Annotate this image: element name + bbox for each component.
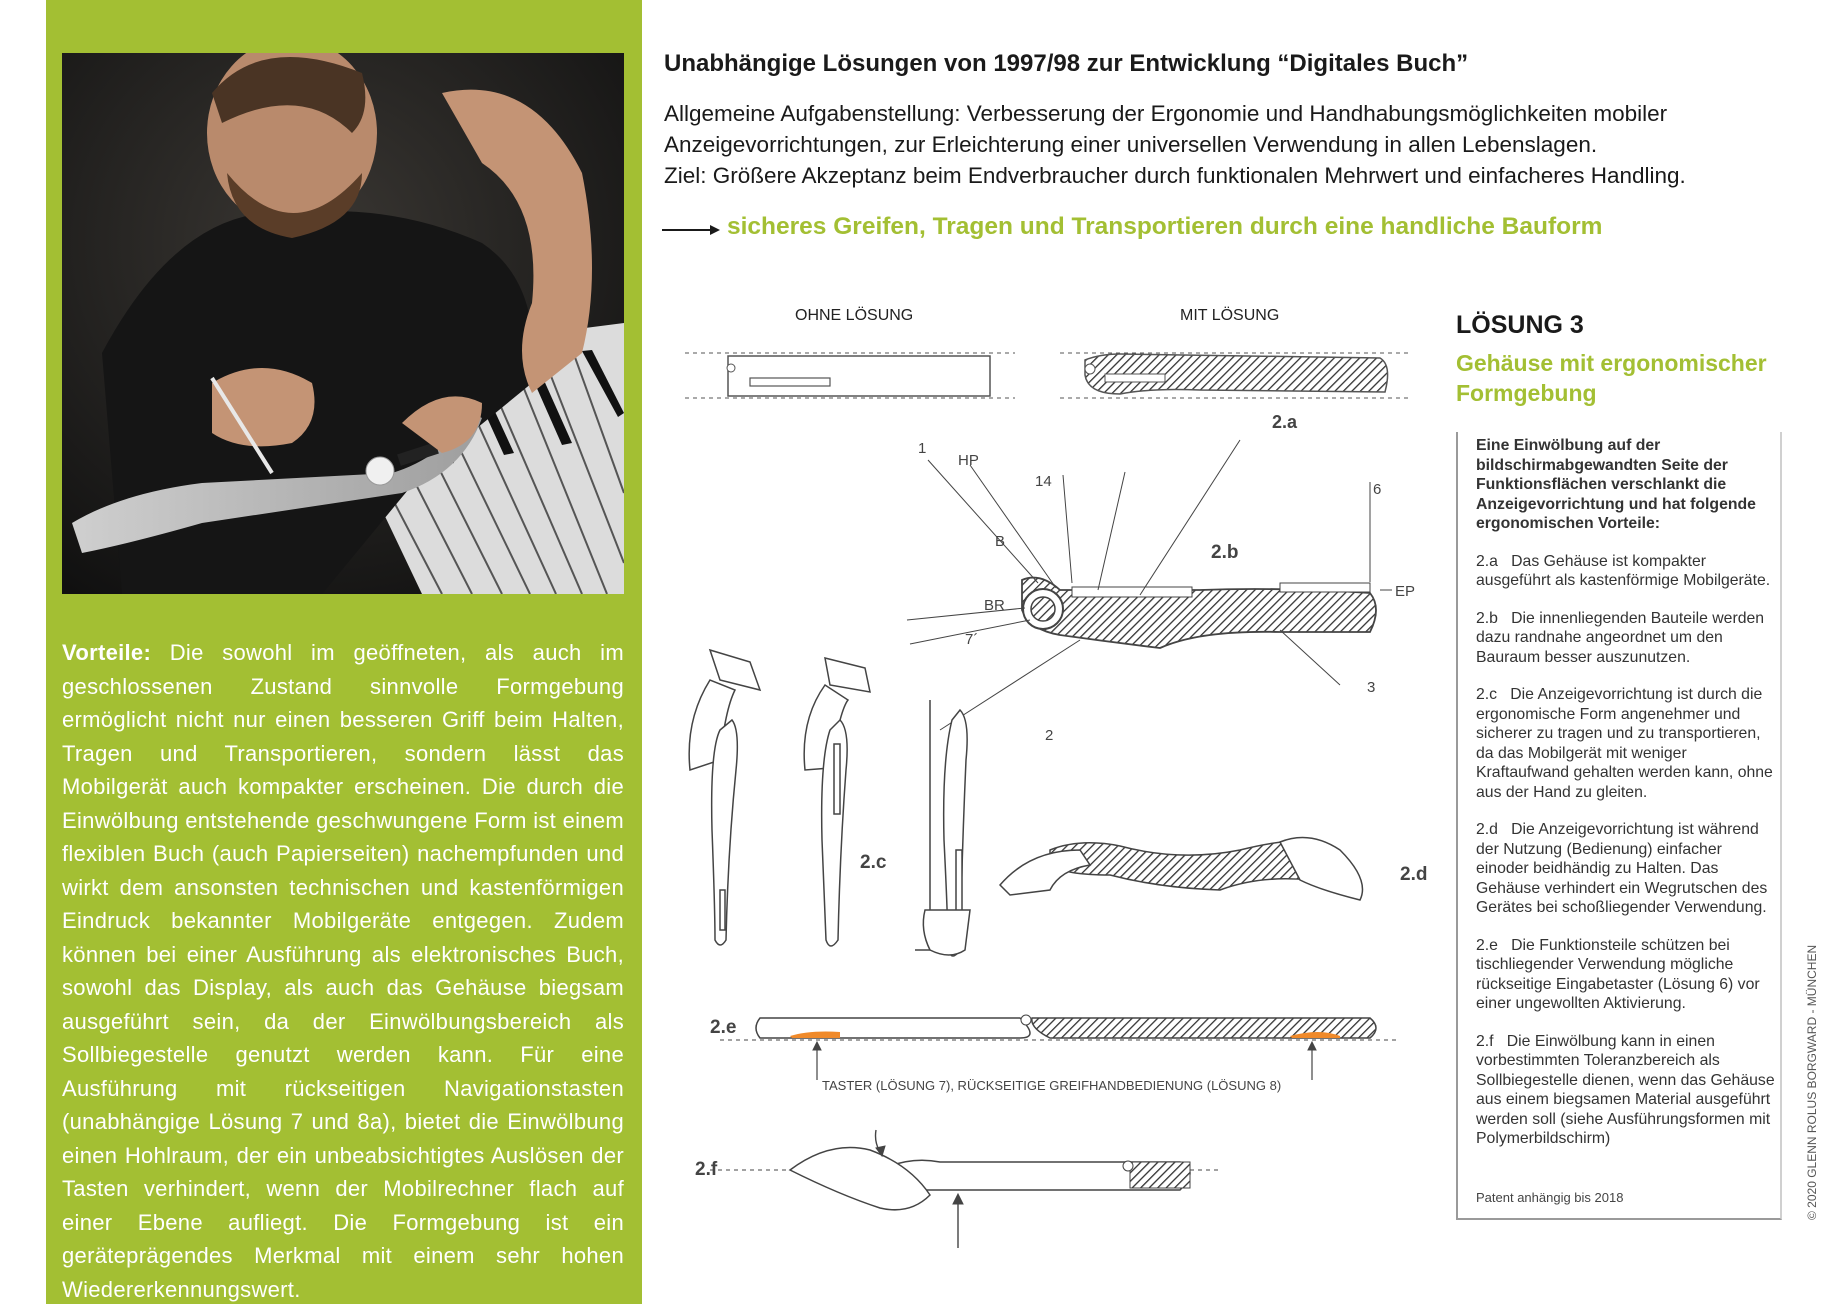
ref-6: 6 [1373,481,1382,498]
solution-description [1476,436,1776,1167]
intro-text [664,98,1804,191]
drawing-2e [720,1015,1400,1080]
label-ohne-loesung: OHNE LÖSUNG [795,307,914,324]
intro-line-3: Ziel: Größere Akzeptanz beim Endverbraucher durch funktionalen Mehrwert und einfacheres Handling. [664,163,1686,188]
solution-subtitle [1456,348,1796,408]
solution-description-box [1456,432,1782,1220]
solution-subtitle-line-1: Gehäuse mit ergonomischer [1456,350,1767,376]
vorteile-label: Vorteile: [62,640,152,665]
solution-title: LÖSUNG 3 [1456,311,1584,339]
drawing-2f [710,1130,1220,1248]
ref-b: B [995,533,1006,550]
solution-intro: Eine Einwölbung auf der bildschirmabgewandten Seite der Funktionsflächen verschlankt die Anzeigevorrichtung und hat folgende ergonomischen Vorteile: [1476,437,1756,532]
label-mit-loesung: MIT LÖSUNG [1180,307,1280,324]
fig-label-2a: 2.a [1272,412,1298,432]
ref-14: 14 [1035,473,1052,490]
list-item [1476,609,1776,668]
item-text: Die Anzeigevorrichtung ist durch die ergonomische Form angenehmer und sicherer zu tragen und zu transportieren, da das Mobilgerät mit weniger Kraftaufwand gehalten werden kann, ohne aus der Hand zu gleiten. [1476,686,1773,801]
page-title: Unabhängige Lösungen von 1997/98 zur Entwicklung “Digitales Buch” [664,50,1469,77]
item-id: 2.a [1476,552,1498,570]
item-text: Die innenliegenden Bauteile werden dazu randnahe angeordnet um den Bauraum besser auszunutzen. [1476,609,1765,666]
solution-subtitle-line-2: Formgebung [1456,380,1597,406]
intro-line-1: Allgemeine Aufgabenstellung: Verbesserung der Ergonomie und Handhabungsmöglichkeiten mobiler [664,101,1668,126]
item-text: Die Einwölbung kann in einen vorbestimmten Toleranzbereich als Sollbiegestelle dienen, wenn das Gehäuse aus einem biegsamen Material ausgeführt werden soll (siehe Ausführungsformen mit Polymerbildschirm) [1476,1032,1775,1147]
arrow-right-icon [662,218,722,242]
list-item [1476,552,1776,591]
highlight-statement: sicheres Greifen, Tragen und Transportieren durch eine handliche Bauform [727,213,1603,240]
taster-caption: TASTER (LÖSUNG 7), RÜCKSEITIGE GREIFHANDBEDIENUNG (LÖSUNG 8) [822,1078,1282,1093]
drawing-2b [907,440,1392,730]
list-item [1476,820,1776,918]
item-text: Die Funktionsteile schützen bei tischliegender Verwendung mögliche rückseitige Eingabetaster (Lösung 6) vor einer ungewollten Aktivierung. [1476,936,1760,1012]
drawing-2c [689,650,970,956]
ref-hp: HP [958,452,979,469]
photo-man-with-device [62,53,624,594]
fig-label-2f: 2.f [695,1159,718,1180]
photo-illustration [62,53,624,594]
list-item [1476,1032,1776,1149]
technical-drawings [680,290,1440,1250]
fig-label-2d: 2.d [1400,864,1428,885]
drawing-2d [1000,838,1363,901]
item-id: 2.d [1476,821,1498,838]
ref-ep: EP [1395,583,1416,600]
ref-1: 1 [918,440,927,457]
fig-label-2b: 2.b [1211,542,1239,563]
drawing-2a-mit [1060,353,1410,398]
patent-note: Patent anhängig bis 2018 [1476,1190,1624,1205]
ref-7: 7´ [965,631,979,648]
ref-2: 2 [1045,727,1054,744]
ref-br: BR [984,597,1005,614]
item-text: Die Anzeigevorrichtung ist während der Nutzung (Bedienung) einfacher einoder beidhändig zu Halten. Das Gehäuse verhindert ein Wegrutschen des Gerätes bei schoßliegender Verwendung. [1476,821,1768,916]
copyright-notice: © 2020 GLENN ROLUS BORGWARD - MÜNCHEN [1805,944,1819,1220]
item-id: 2.e [1476,936,1498,954]
intro-line-2: Anzeigevorrichtungen, zur Erleichterung einer universellen Verwendung in allen Lebenslagen. [664,132,1598,157]
item-text: Das Gehäuse ist kompakter ausgeführt als kastenförmige Mobilgeräte. [1476,552,1771,589]
fig-label-2e: 2.e [710,1017,737,1038]
vorteile-text: Die sowohl im geöffneten, als auch im geschlossenen Zustand sinnvolle Formgebung ermöglicht nicht nur einen besseren Griff beim Halten, Tragen und Transportieren, sondern lässt das Mobilgerät auch kompakter erscheinen. Die durch die Einwölbung entstehende geschwungene Form ist einem flexiblen Buch (auch Papierseiten) nachempfunden und wirkt dem ansonsten technischen und kastenförmigen Eindruck bekannter Mobilgeräte entgegen. Zudem können bei einer Ausführung als elektronisches Buch, sowohl das Display, als auch das Gehäuse biegsam ausgeführt sein, da der Einwölbungsbereich als Sollbiegestelle genutzt werden kann. Für eine Ausführung mit rückseitigen Navigationstasten (unabhängige Lösung 7 und 8a), bietet die Einwölbung einen Hohlraum, der ein unbeabsichtigtes Auslösen der Tasten verhindert, wenn der Mobilrechner flach auf einer Ebene aufliegt. Die Formgebung ist ein geräteprägendes Merkmal mit einem sehr hohen Wiedererkennungswert. [62,640,624,1302]
drawing-2a-ohne [685,353,1015,398]
item-id: 2.c [1476,686,1498,703]
list-item [1476,685,1776,802]
list-item [1476,936,1776,1014]
item-id: 2.f [1476,1032,1494,1050]
fig-label-2c: 2.c [860,852,887,873]
vorteile-paragraph [62,636,624,1306]
ref-3: 3 [1367,679,1376,696]
item-id: 2.b [1476,609,1498,627]
